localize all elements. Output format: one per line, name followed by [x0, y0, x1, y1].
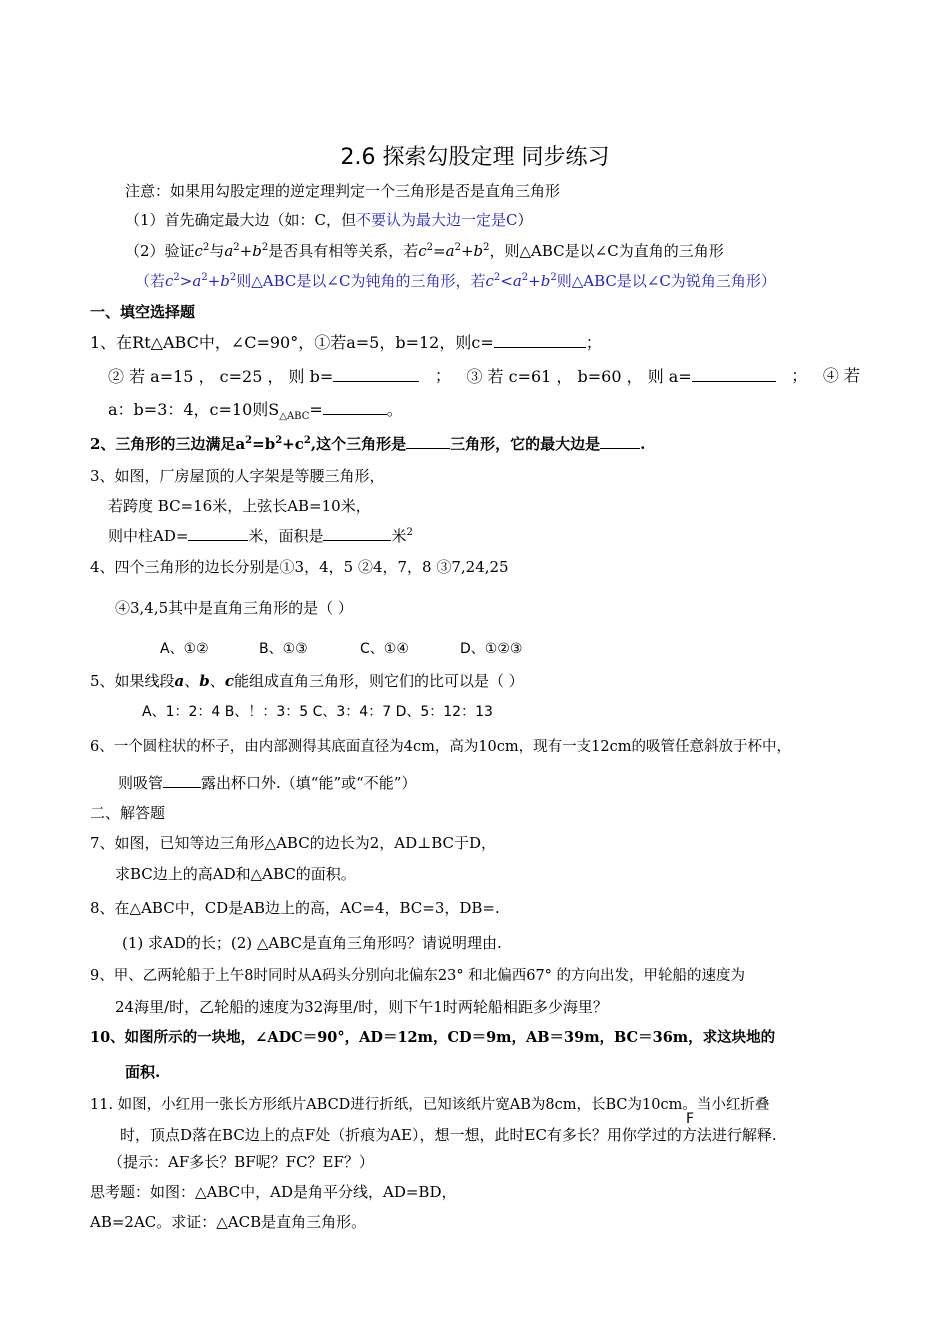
note-warning: 不要认为最大边一定是C [356, 211, 518, 229]
question-3-line1: 3、如图，厂房屋顶的人字架是等腰三角形， [90, 467, 385, 485]
answer-blank-area-roof[interactable] [323, 525, 391, 541]
answer-blank-ad[interactable] [188, 525, 248, 541]
question-1-line1: 1、在Rt△ABC中，∠C=90°，①若a=5，b=12，则c= ； [90, 333, 602, 352]
page-title: 2.6 探索勾股定理 同步练习 [340, 145, 610, 170]
question-11-hint: （提示：AF多长？BF呢？FC？EF？） [108, 1153, 374, 1171]
question-3-line2: 若跨度 BC=16米，上弦长AB=10米， [108, 497, 371, 515]
note-step2: （2）验证$c^2$与$a^2+b^2$是否具有相等关系，若$c^2=a^2+b^2$，则△ABC是以∠C为直角的三角形 [125, 242, 724, 260]
question-6-line1: 6、一个圆柱状的杯子，由内部测得其底面直径为4cm，高为10cm，现有一支12cm的吸管任意斜放于杯中， [90, 739, 791, 755]
question-4-line2: ④3,4,5其中是直角三角形的是（ ） [115, 599, 353, 617]
question-8-line1: 8、在△ABC中，CD是AB边上的高，AC=4，BC=3，DB=. [90, 899, 500, 917]
question-11-line2: 时，顶点D落在BC边上的点F处（折痕为AE），想一想，此时EC有多长？用你学过的方法进行解释. [120, 1126, 777, 1144]
option-c[interactable]: C、①④ [360, 641, 409, 657]
question-11-line1: 11. 如图，小红用一张长方形纸片ABCD进行折纸，已知该纸片宽AB为8cm，长BC为10cm。当小红折叠 [90, 1097, 770, 1113]
question-5-options: A、1：2：4 B、！：3：5 C、3：4：7 D、5：12：13 [142, 704, 493, 720]
answer-blank-c[interactable] [494, 332, 586, 348]
question-10-line2: 面积. [125, 1063, 161, 1081]
answer-blank-b[interactable] [333, 366, 419, 382]
answer-blank-area[interactable] [323, 399, 387, 415]
section-heading-solve: 二、解答题 [90, 804, 166, 822]
question-2: 2、三角形的三边满足$a^2=b^2+c^2$,这个三角形是 三角形，它的最大边是 . [90, 435, 646, 453]
question-7-line2: 求BC边上的高AD和△ABC的面积。 [115, 865, 356, 883]
answer-blank-triangle-type[interactable] [406, 433, 450, 449]
note-intro: 注意：如果用勾股定理的逆定理判定一个三角形是否是直角三角形 [125, 182, 561, 200]
question-4-options [160, 639, 522, 659]
question-9-line1: 9、甲、乙两轮船于上午8时同时从A码头分别向北偏东23° 和北偏西67° 的方向出发，甲轮船的速度为 [90, 968, 746, 984]
question-9-line2: 24海里/时，乙轮船的速度为32海里/时，则下午1时两轮船相距多少海里？ [115, 998, 608, 1016]
figure-label-f: F [686, 1111, 695, 1127]
note-step1: （1）首先确定最大边（如：C，但不要认为最大边一定是C） [125, 211, 533, 229]
question-1-line3: a：b=3：4，c=10则$S_{\triangle ABC}=$ 。 [108, 400, 403, 423]
option-a[interactable]: A、①② [160, 641, 209, 657]
think-question-line1: 思考题：如图：△ABC中，AD是角平分线，AD=BD， [90, 1183, 457, 1201]
question-1-line2: ② 若 a=15 ， c=25 ， 则 b= ； ③ 若 c=61 ， b=60 ， 则 a= ； ④ 若 [108, 366, 860, 386]
answer-blank-a[interactable] [692, 366, 776, 382]
answer-blank-largest-side[interactable] [600, 433, 640, 449]
question-8-line2: (1) 求AD的长；(2) △ABC是直角三角形吗？请说明理由. [122, 934, 502, 952]
question-7-line1: 7、如图，已知等边三角形△ABC的边长为2，AD⊥BC于D， [90, 834, 497, 852]
question-6-line2: 则吸管 露出杯口外.（填“能”或“不能”） [118, 774, 417, 792]
question-5: 5、如果线段a、b、c能组成直角三角形，则它们的比可以是（ ） [90, 672, 524, 690]
answer-blank-straw[interactable] [163, 772, 201, 788]
think-question-line2: AB=2AC。求证：△ACB是直角三角形。 [90, 1213, 367, 1231]
option-d[interactable]: D、①②③ [460, 641, 523, 657]
option-b[interactable]: B、①③ [259, 641, 308, 657]
question-4-line1: 4、四个三角形的边长分别是①3，4，5 ②4，7，8 ③7,24,25 [90, 558, 509, 576]
section-heading-fill-choice: 一、填空选择题 [90, 303, 196, 321]
note-conditions: （若$c^2>a^2+b^2$则△ABC是以∠C为钝角的三角形，若$c^2<a^2+b^2$则△ABC是以∠C为锐角三角形） [135, 272, 776, 290]
question-10-line1: 10、如图所示的一块地，∠ADC＝90°，AD＝12m，CD＝9m，AB＝39m，BC＝36m，求这块地的 [90, 1029, 776, 1046]
question-3-line3: 则中柱AD= 米，面积是 米$^2$ [108, 527, 413, 545]
